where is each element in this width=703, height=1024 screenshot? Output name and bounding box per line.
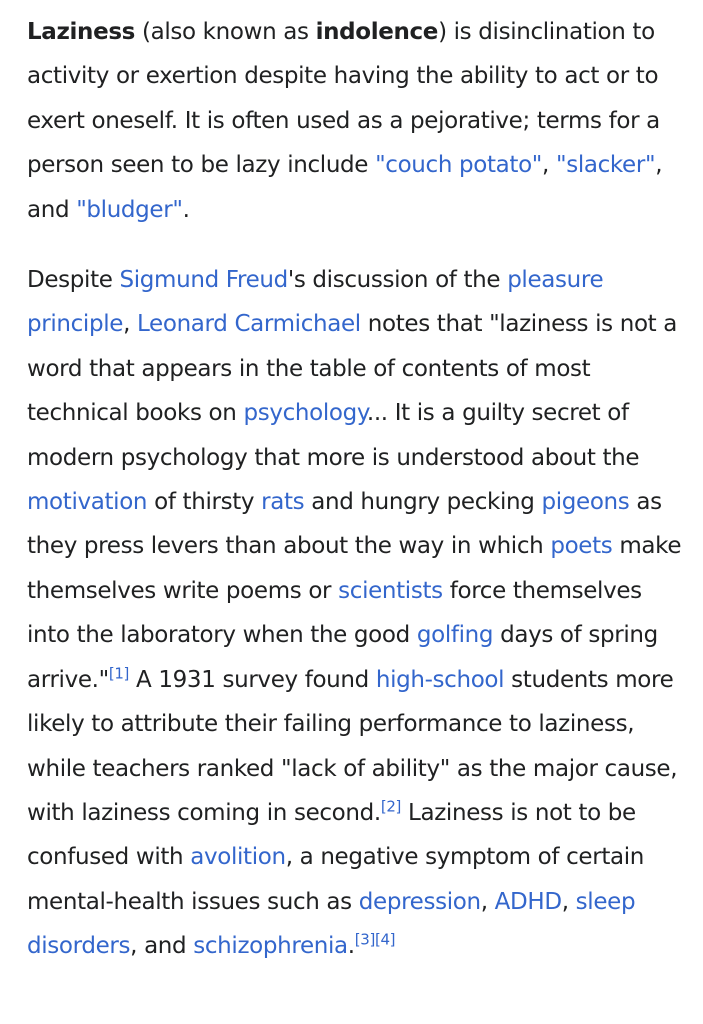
link-pleasure-principle[interactable]: pleasure principle [27, 267, 604, 338]
text-segment: Laziness is not to be confused with [27, 799, 636, 871]
text-segment: , and [130, 933, 194, 960]
text-segment: , [480, 888, 495, 915]
text-segment: , [561, 888, 576, 915]
citation-2[interactable] [381, 797, 401, 815]
link-rats[interactable]: rats [261, 489, 305, 516]
link-avolition[interactable]: avolition [190, 844, 286, 871]
text-segment: , [542, 152, 556, 179]
link-high-school[interactable]: high-school [375, 666, 505, 693]
text-segment: notes that "laziness is not a word that appears in the table of contents of most technical books on [27, 311, 678, 427]
term-indolence: indolence [315, 19, 439, 45]
citation-1[interactable] [109, 664, 129, 682]
link-psychology[interactable]: psychology [243, 400, 367, 427]
text-segment: of thirsty [147, 489, 262, 516]
text-segment: ... It is a guilty secret of modern psychology that more is understood about the [27, 400, 640, 471]
link-scientists[interactable]: scientists [338, 577, 443, 604]
link-bludger[interactable]: "bludger" [76, 196, 183, 223]
paragraph-intro [27, 10, 689, 232]
text-segment: . [347, 933, 355, 960]
text-segment: days of spring arrive." [27, 622, 658, 693]
term-laziness: Laziness [27, 19, 135, 45]
text-segment: , a negative symptom of certain mental-health issues such as [27, 844, 644, 915]
citation-1-link[interactable]: [1] [108, 664, 130, 683]
citation-2-link[interactable]: [2] [380, 797, 402, 816]
link-pigeons[interactable]: pigeons [541, 489, 630, 516]
link-adhd[interactable]: ADHD [494, 888, 562, 915]
text-segment: (also known as [135, 19, 316, 45]
link-motivation[interactable]: motivation [27, 489, 148, 516]
link-schizophrenia[interactable]: schizophrenia [193, 933, 348, 960]
text-segment: Despite [27, 267, 120, 294]
text-segment: ) is disinclination to activity or exertion despite having the ability to act or to exert oneself. It is often used as a pejorative; terms for a person seen to be lazy include [27, 19, 660, 179]
paragraph-psychology [27, 258, 689, 969]
text-segment: students more likely to attribute their failing performance to laziness, while teachers ranked "lack of ability" as the major cause, with laziness coming in second. [27, 666, 678, 826]
text-segment: make themselves write poems or [27, 533, 682, 604]
citation-3[interactable] [355, 930, 375, 948]
link-sigmund-freud[interactable]: Sigmund Freud [119, 267, 288, 294]
link-slacker[interactable]: "slacker" [555, 152, 656, 179]
text-segment: force themselves into the laboratory when the good [27, 577, 642, 649]
citation-4-link[interactable]: [4] [374, 930, 396, 949]
text-segment: as they press levers than about the way in which [27, 489, 662, 560]
link-sleep-disorders[interactable]: sleep disorders [27, 888, 636, 960]
citation-4[interactable] [375, 930, 395, 948]
text-segment: and hungry pecking [304, 489, 542, 516]
link-leonard-carmichael[interactable]: Leonard Carmichael [137, 311, 361, 338]
link-poets[interactable]: poets [550, 533, 613, 560]
text-segment: , [123, 311, 137, 338]
text-segment: , and [27, 152, 663, 223]
link-golfing[interactable]: golfing [416, 622, 494, 649]
link-depression[interactable]: depression [358, 888, 481, 915]
text-segment: A 1931 survey found [129, 666, 376, 693]
text-segment: 's discussion of the [287, 267, 508, 294]
citation-3-link[interactable]: [3] [354, 930, 375, 949]
text-segment: . [182, 196, 190, 223]
link-couch-potato[interactable]: "couch potato" [375, 152, 543, 179]
